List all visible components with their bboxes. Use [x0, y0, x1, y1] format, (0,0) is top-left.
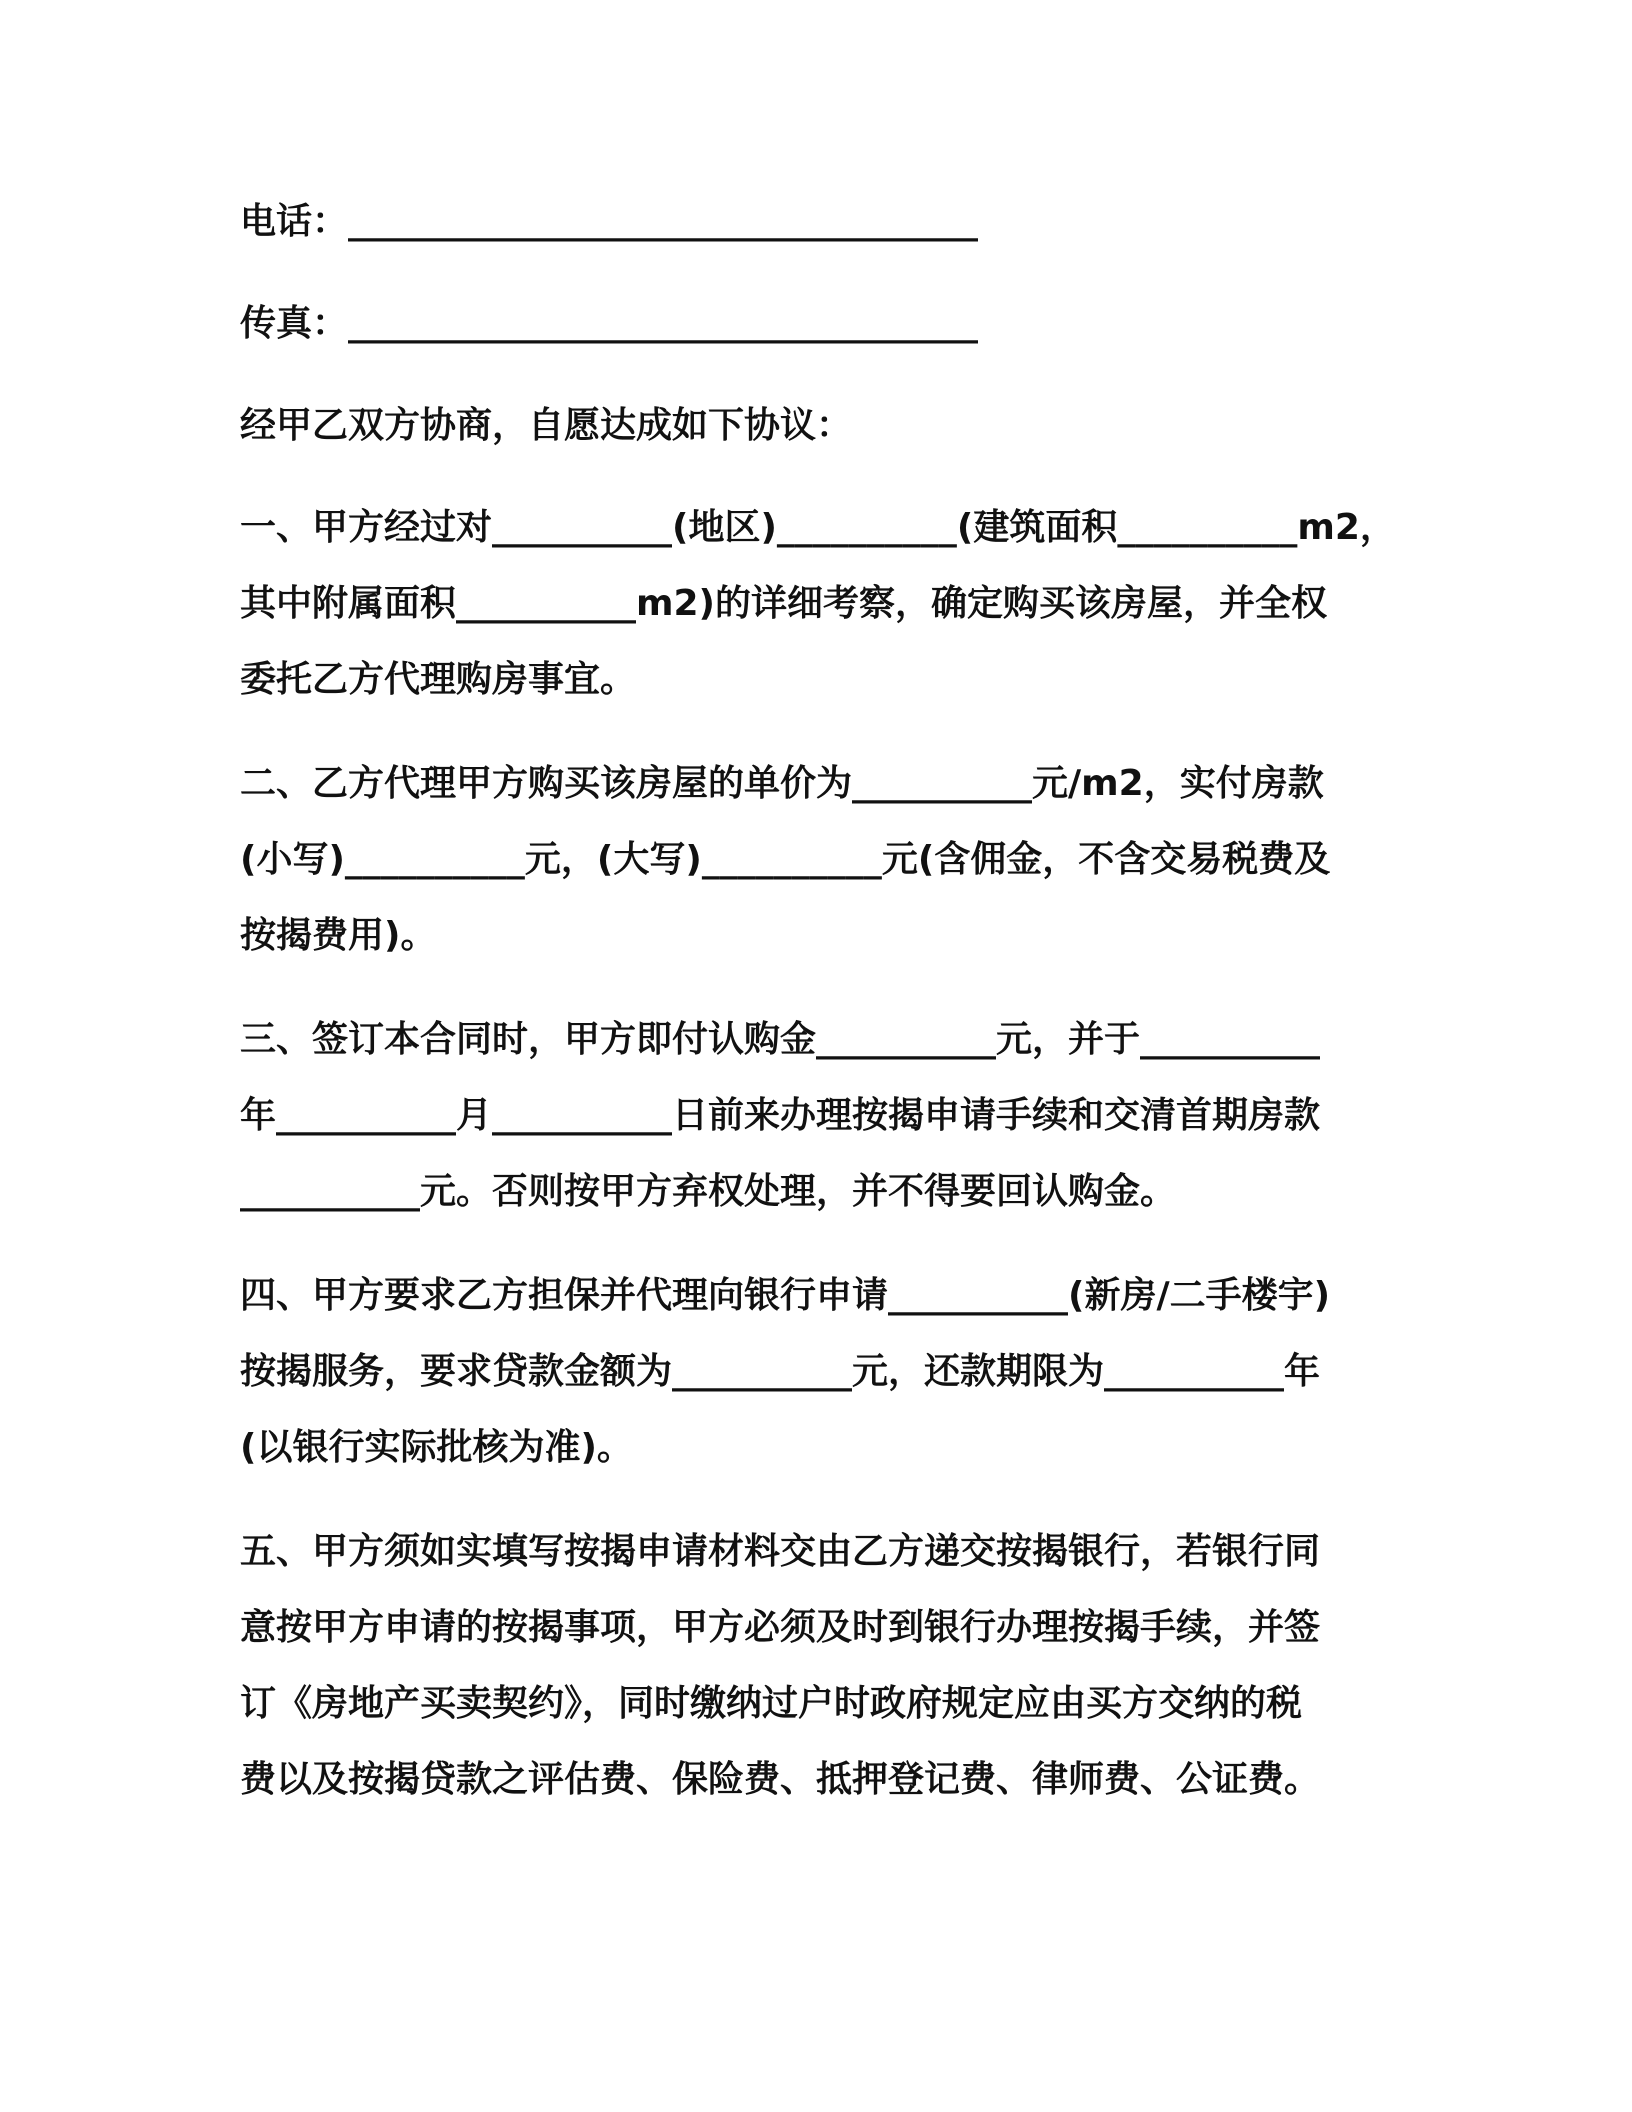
- clause-5-line-1: 五、甲方须如实填写按揭申请材料交由乙方递交按揭银行，若银行同: [240, 1531, 1321, 1572]
- clause-5-line-3: 订《房地产买卖契约》，同时缴纳过户时政府规定应由买方交纳的税: [240, 1683, 1303, 1724]
- phone-line: 电话：___________________________________: [240, 201, 979, 242]
- clause-1-line-1: 一、甲方经过对__________(地区)__________(建筑面积__________m2，: [240, 507, 1396, 548]
- clause-5-line-2: 意按甲方申请的按揭事项，甲方必须及时到银行办理按揭手续，并签: [240, 1607, 1321, 1648]
- intro-line: 经甲乙双方协商，自愿达成如下协议：: [240, 405, 853, 446]
- clause-4-line-1: 四、甲方要求乙方担保并代理向银行申请__________(新房/二手楼宇): [240, 1275, 1331, 1316]
- clause-3-line-1: 三、签订本合同时，甲方即付认购金__________元，并于__________: [240, 1019, 1321, 1060]
- clause-1-line-2: 其中附属面积__________m2)的详细考察，确定购买该房屋，并全权: [240, 583, 1328, 624]
- fax-line: 传真：___________________________________: [240, 303, 979, 344]
- clause-3-line-3: __________元。否则按甲方弃权处理，并不得要回认购金。: [240, 1171, 1177, 1212]
- clause-2-line-1: 二、乙方代理甲方购买该房屋的单价为__________元/m2，实付房款: [240, 763, 1324, 804]
- clause-2-line-2: (小写)__________元，(大写)__________元(含佣金，不含交易税费及: [240, 839, 1331, 880]
- clause-3-line-2: 年__________月__________日前来办理按揭申请手续和交清首期房款: [240, 1095, 1321, 1136]
- clause-4-line-3: (以银行实际批核为准)。: [240, 1427, 633, 1468]
- clause-4-line-2: 按揭服务，要求贷款金额为__________元，还款期限为__________年: [240, 1351, 1321, 1392]
- clause-1-line-3: 委托乙方代理购房事宜。: [240, 659, 637, 700]
- clause-5-line-4: 费以及按揭贷款之评估费、保险费、抵押登记费、律师费、公证费。: [240, 1759, 1321, 1800]
- clause-2-line-3: 按揭费用)。: [240, 915, 437, 956]
